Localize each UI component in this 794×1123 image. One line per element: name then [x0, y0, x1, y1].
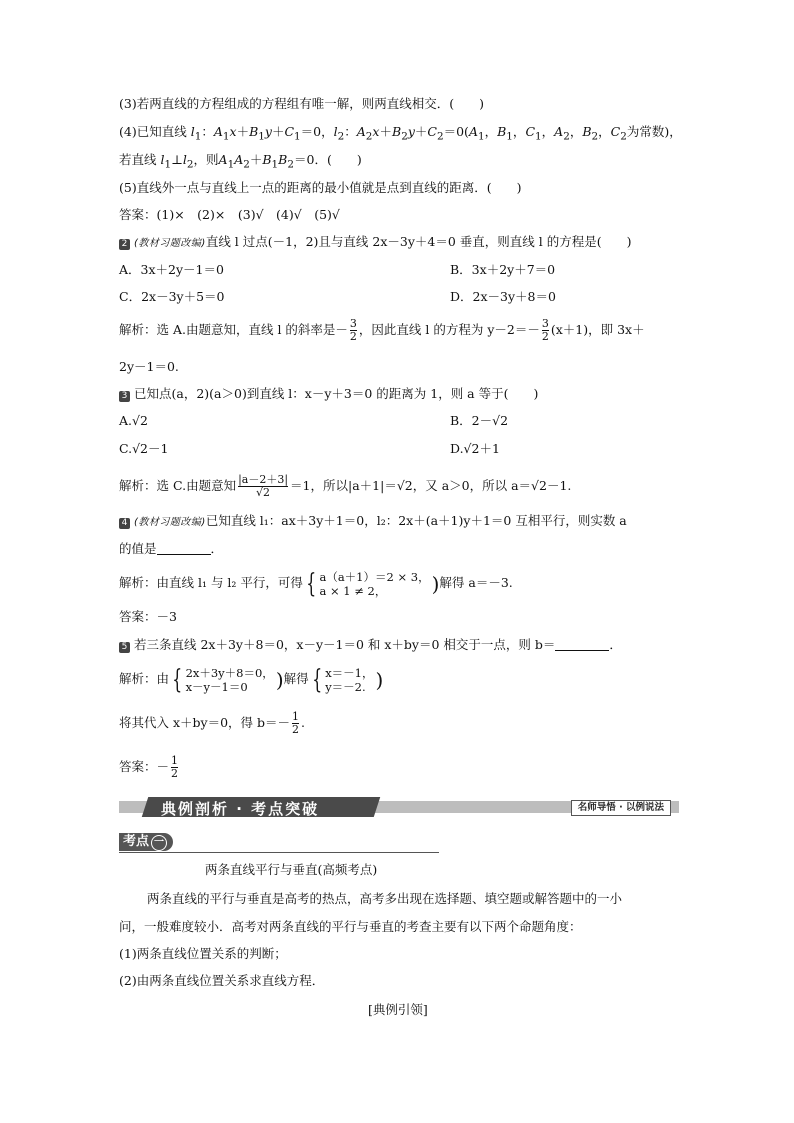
banner-title: 典例剖析 · 考点突破: [161, 800, 320, 818]
section-item-2: (2)由两条直线位置关系求直线方程．: [119, 973, 325, 988]
option-b: B．3x＋2y＋7＝0: [450, 262, 556, 277]
fraction: $\frac{1}{2}$: [292, 710, 300, 736]
problem-4-stem-cont: 的值是 ．: [119, 541, 224, 556]
option-c: C．2x－3y＋5＝0: [119, 289, 225, 304]
problem-5-solution: 解析：由 { 2x＋3y＋8＝0， x－y－1＝0 )解得 { x＝－1， y＝－2. ): [119, 664, 384, 695]
textbook-tag: (教材习题改编): [134, 238, 206, 249]
section-paragraph-1: 两条直线的平行与垂直是高考的热点，高考多出现在选择题、填空题或解答题中的一小: [147, 891, 623, 906]
question-4-line2: 若直线 $l_1\perp l_2$，则$A_1A_2+B_1B_2=0$．( ): [119, 152, 362, 171]
question-5: (5)直线外一点与直线上一点的距离的最小值就是点到直线的距离．( ): [119, 180, 522, 195]
problem-4-solution: 解析：由直线 l₁ 与 l₂ 平行，可得 { a（a＋1）＝2 × 3， a × 1 ≠ 2， )解得 a＝－3.: [119, 568, 513, 599]
equation-system: 2x＋3y＋8＝0， x－y－1＝0: [185, 665, 274, 694]
problem-number-badge: 2: [119, 239, 130, 250]
answer-blank[interactable]: [157, 542, 211, 555]
section-item-1: (1)两条直线位置关系的判断；: [119, 946, 287, 961]
problem-5-stem: 5 若三条直线 2x＋3y＋8＝0，x－y－1＝0 和 x＋by＝0 相交于一点，则 b＝ ．: [119, 637, 622, 653]
fraction: $\frac{3}{2}$: [541, 317, 549, 343]
problem-4-answer: 答案：－3: [119, 609, 177, 624]
problem-2-solution-cont: 2y－1＝0.: [119, 359, 179, 374]
section-paragraph-2: 问，一般难度较小．高考对两条直线的平行与垂直的考查主要有以下两个命题角度：: [119, 919, 582, 934]
problem-4-stem: 4 (教材习题改编)已知直线 l₁：ax＋3y＋1＝0，l₂：2x＋(a＋1)y＋1＝0 互相平行，则实数 a: [119, 513, 627, 531]
problem-5-solution-cont: 将其代入 x＋by＝0，得 b＝－ $\frac{1}{2}$ .: [119, 710, 305, 736]
section-banner: [119, 797, 679, 817]
problem-number-badge: 3: [119, 391, 130, 402]
problem-2-solution: 解析：选 A.由题意知，直线 l 的斜率是－ $\frac{3}{2}$ ，因此直线 l 的方程为 y－2＝－ $\frac{3}{2}$ (x＋1)，即 3x＋: [119, 317, 645, 343]
option-a: A.√2: [119, 413, 148, 428]
answer-blank[interactable]: [555, 638, 609, 651]
section-footer: [典例引领]: [368, 1002, 428, 1017]
option-c: C.√2－1: [119, 441, 169, 456]
problem-number-badge: 4: [119, 518, 130, 529]
equation-solution: x＝－1， y＝－2.: [325, 665, 374, 694]
option-d: D.√2＋1: [450, 441, 500, 456]
option-a: A．3x＋2y－1＝0: [119, 262, 224, 277]
problem-number-badge: 5: [119, 642, 130, 653]
question-4-line1: (4)已知直线 $l_1$：$A_1x+B_1y+C_1=0$，$l_2$：$A_2x+B_2y+C_2=0(A_1$，$B_1$，$C_1$，$A_2$，$B_2$，$C_2$为常数)，: [119, 124, 682, 143]
problem-3-solution: 解析：选 C.由题意知 $\frac{|a-2+3|}{√2}$ ＝1，所以|a＋1|＝√2，又 a＞0，所以 a＝√2－1.: [119, 473, 572, 499]
question-3: (3)若两直线的方程组成的方程组有唯一解，则两直线相交．( ): [119, 96, 484, 111]
answer-judgement: 答案：(1)× (2)× (3)√ (4)√ (5)√: [119, 207, 340, 222]
problem-5-answer: 答案：－ $\frac{1}{2}$: [119, 754, 179, 780]
textbook-tag: (教材习题改编): [134, 517, 206, 528]
problem-2-stem: 2 (教材习题改编)直线 l 过点(－1，2)且与直线 2x－3y＋4＝0 垂直，则直线 l 的方程是( ): [119, 234, 632, 252]
problem-3-stem: 3 已知点(a，2)(a＞0)到直线 l：x－y＋3＝0 的距离为 1，则 a 等于( ): [119, 386, 538, 402]
option-d: D．2x－3y＋8＝0: [450, 289, 556, 304]
fraction: $\frac{1}{2}$: [171, 754, 179, 780]
equation-system: a（a＋1）＝2 × 3， a × 1 ≠ 2，: [319, 569, 430, 598]
kaodian-header: 考点 一: [119, 833, 439, 853]
banner-subtitle: 名师导悟 · 以例说法: [571, 800, 671, 816]
section-heading: 两条直线平行与垂直(高频考点): [205, 862, 378, 877]
fraction: $\frac{3}{2}$: [349, 317, 357, 343]
option-b: B．2－√2: [450, 413, 509, 428]
fraction: $\frac{|a-2+3|}{√2}$: [238, 473, 289, 499]
